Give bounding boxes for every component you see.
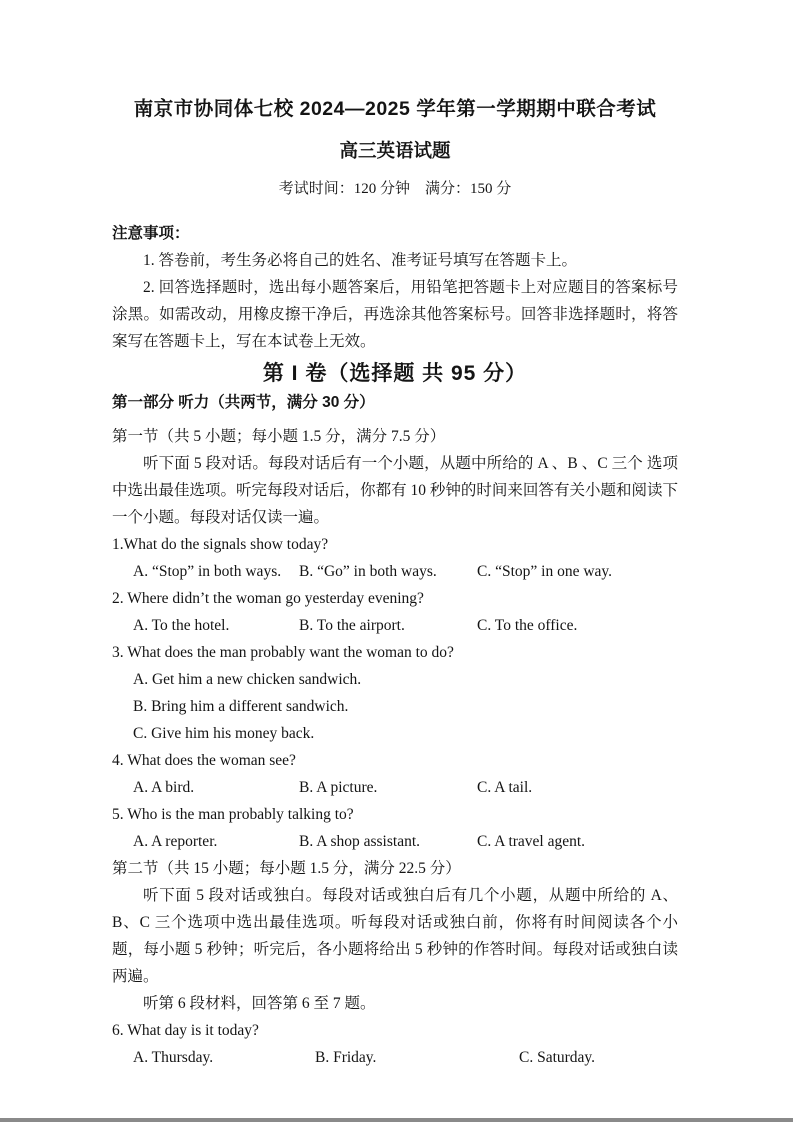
- option-5b: B. A shop assistant.: [299, 833, 421, 850]
- section1-instructions: 听下面 5 段对话。每段对话后有一个小题，从题中所给的 A 、B 、C 三个 选项中选出最佳选项。听完每段对话后，你都有 10 秒钟的时间来回答有关小题和阅读下一个小题。每段对话仅读一遍。: [112, 455, 678, 526]
- question-2-options: [112, 612, 678, 639]
- section1-heading: 第一节（共 5 小题；每小题 1.5 分，满分 7.5 分）: [112, 428, 446, 445]
- page-bottom-edge: [0, 1118, 793, 1122]
- option-6b: B. Friday.: [315, 1049, 377, 1066]
- option-6c: C. Saturday.: [519, 1049, 596, 1066]
- question-1-text: 1.What do the signals show today?: [112, 536, 329, 553]
- option-3c: C. Give him his money back.: [133, 725, 315, 742]
- page-content: [112, 96, 678, 1071]
- question-4-options: [112, 774, 678, 801]
- option-6a: A. Thursday.: [133, 1049, 214, 1066]
- option-2a: A. To the hotel.: [133, 617, 230, 634]
- option-4c: C. A tail.: [477, 779, 533, 796]
- question-2-text: 2. Where didn’t the woman go yesterday evening?: [112, 590, 424, 607]
- question-6-options: [112, 1044, 678, 1071]
- option-1b: B. “Go” in both ways.: [299, 563, 437, 580]
- question-4-text: 4. What does the woman see?: [112, 752, 296, 769]
- question-3-text: 3. What does the man probably want the woman to do?: [112, 644, 454, 661]
- notice-heading: 注意事项：: [112, 225, 190, 242]
- option-5a: A. A reporter.: [133, 833, 218, 850]
- question-5-text: 5. Who is the man probably talking to?: [112, 806, 354, 823]
- notice-item-1: 1. 答卷前，考生务必将自己的姓名、准考证号填写在答题卡上。: [143, 252, 578, 269]
- question-1-options: [112, 558, 678, 585]
- question-6-text: 6. What day is it today?: [112, 1022, 259, 1039]
- option-1c: C. “Stop” in one way.: [477, 563, 613, 580]
- volume-heading: 第 I 卷（选择题 共 95 分）: [262, 362, 528, 385]
- option-2c: C. To the office.: [477, 617, 578, 634]
- section2-heading: 第二节（共 15 小题；每小题 1.5 分，满分 22.5 分）: [112, 860, 461, 877]
- option-2b: B. To the airport.: [299, 617, 405, 634]
- section2-material-note: 听第 6 段材料，回答第 6 至 7 题。: [143, 995, 376, 1012]
- option-5c: C. A travel agent.: [477, 833, 586, 850]
- part1-heading: 第一部分 听力（共两节，满分 30 分）: [112, 394, 375, 411]
- exam-subtitle: 高三英语试题: [339, 140, 451, 161]
- exam-info: 考试时间：120 分钟 满分：150 分: [278, 181, 512, 197]
- option-4b: B. A picture.: [299, 779, 378, 796]
- option-3b: B. Bring him a different sandwich.: [133, 698, 349, 715]
- question-5-options: [112, 828, 678, 855]
- option-4a: A. A bird.: [133, 779, 195, 796]
- page-title: 南京市协同体七校 2024—2025 学年第一学期期中联合考试: [133, 98, 657, 120]
- section2-instructions: 听下面 5 段对话或独白。每段对话或独白后有几个小题，从题中所给的 A、B、C 三个选项中选出最佳选项。听每段对话或独白前，你将有时间阅读各个小题，每小题 5 秒钟；听完后，各小题将给出 5 秒钟的作答时间。每段对话或独白读两遍。: [112, 887, 678, 985]
- option-1a: A. “Stop” in both ways.: [133, 563, 282, 580]
- notice-item-2: 2. 回答选择题时，选出每小题答案后，用铅笔把答题卡上对应题目的答案标号涂黑。如需改动，用橡皮擦干净后，再选涂其他答案标号。回答非选择题时，将答案写在答题卡上，写在本试卷上无效。: [112, 279, 678, 350]
- option-3a: A. Get him a new chicken sandwich.: [133, 671, 362, 688]
